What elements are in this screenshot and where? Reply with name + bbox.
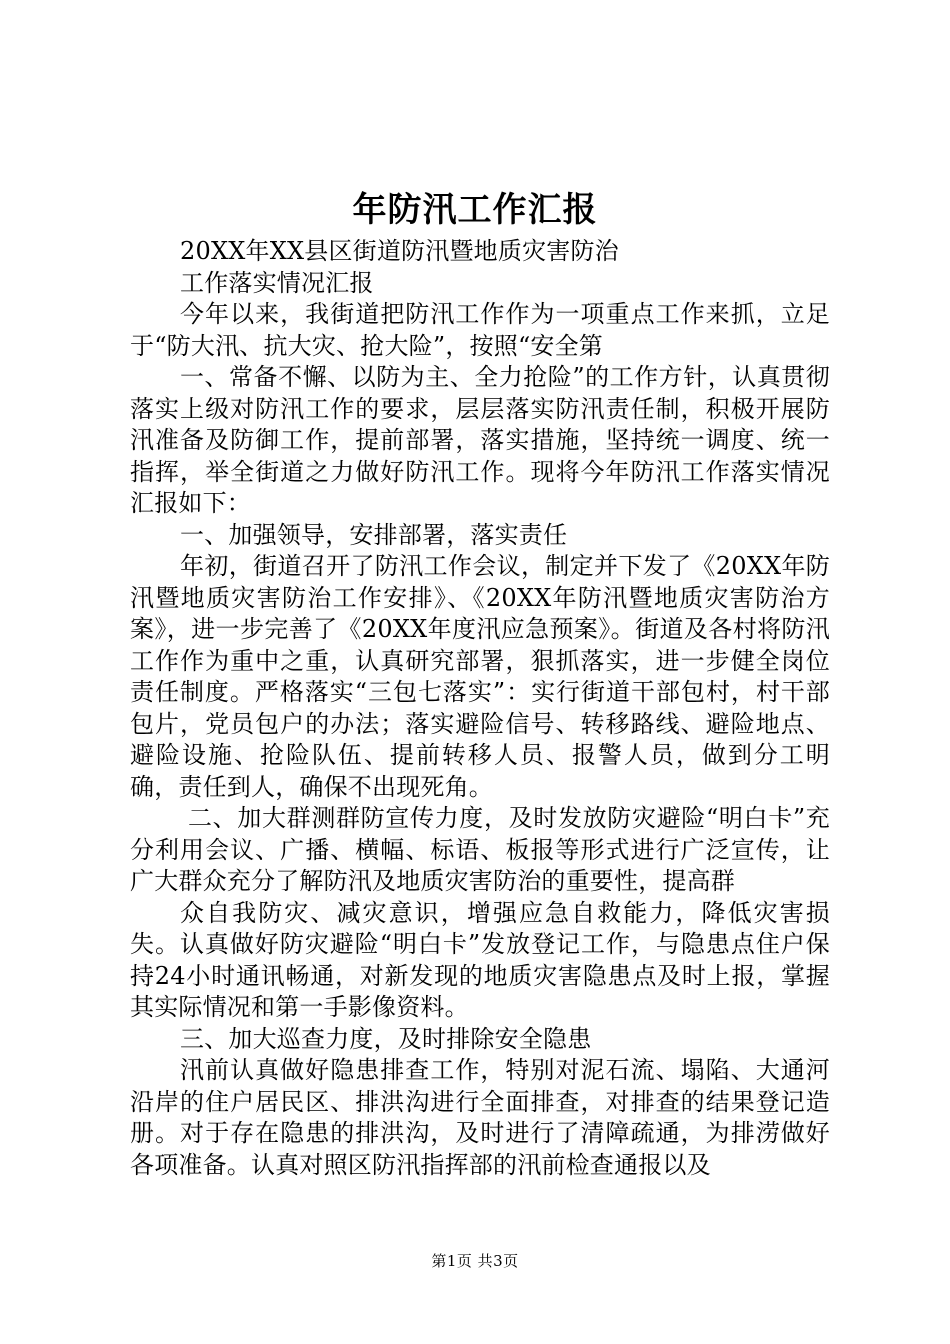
subtitle-line-2: 工作落实情况汇报 [180, 268, 374, 297]
section-heading-paragraph: 二、加大群测群防宣传力度，及时发放防灾避险“明白卡”充分利用会议、广播、横幅、标语、板报等形式进行广泛宣传，让广大群众充分了解防汛及地质灾害防治的重要性，提高群 [130, 804, 830, 895]
section-heading: 一、加强领导，安排部署，落实责任 [180, 520, 568, 549]
body-paragraph: 汛前认真做好隐患排查工作，特别对泥石流、塌陷、大通河沿岸的住户居民区、排洪沟进行全面排查，对排查的结果登记造册。对于存在隐患的排洪沟，及时进行了清障疏通，为排涝做好各项准备。认真对照区防汛指挥部的汛前检查通报以及 [130, 1056, 830, 1179]
document-title: 年防汛工作汇报 [352, 190, 598, 230]
body-paragraph: 今年以来，我街道把防汛工作作为一项重点工作来抓，立足于“防大汛、抗大灾、抢大险”，按照“安全第 [130, 300, 830, 360]
document-body [130, 236, 830, 1181]
subtitle-line-1: 20XX年XX县区街道防汛暨地质灾害防治 [180, 237, 619, 265]
section-heading: 三、加大巡查力度，及时排除安全隐患 [180, 1024, 592, 1053]
body-paragraph: 年初，街道召开了防汛工作会议，制定并下发了《20XX年防汛暨地质灾害防治工作安排》、《20XX年防汛暨地质灾害防治方案》，进一步完善了《20XX年度汛应急预案》。街道及各村将防汛工作作为重中之重，认真研究部署，狠抓落实，进一步健全岗位责任制度。严格落实“三包七落实”：实行街道干部包村，村干部包片，党员包户的办法；落实避险信号、转移路线、避险地点、避险设施、抢险队伍、提前转移人员、报警人员，做到分工明确，责任到人，确保不出现死角。 [130, 552, 830, 801]
body-paragraph: 众自我防灾、减灾意识，增强应急自救能力，降低灾害损失。认真做好防灾避险“明白卡”发放登记工作，与隐患点住户保持24小时通讯畅通，对新发现的地质灾害隐患点及时上报，掌握其实际情况和第一手影像资料。 [130, 898, 830, 1021]
body-paragraph: 一、常备不懈、以防为主、全力抢险”的工作方针，认真贯彻落实上级对防汛工作的要求，层层落实防汛责任制，积极开展防汛准备及防御工作，提前部署，落实措施，坚持统一调度、统一指挥，举全街道之力做好防汛工作。现将今年防汛工作落实情况汇报如下： [130, 363, 830, 517]
page-footer: 第1页 共3页 [431, 1252, 519, 1270]
